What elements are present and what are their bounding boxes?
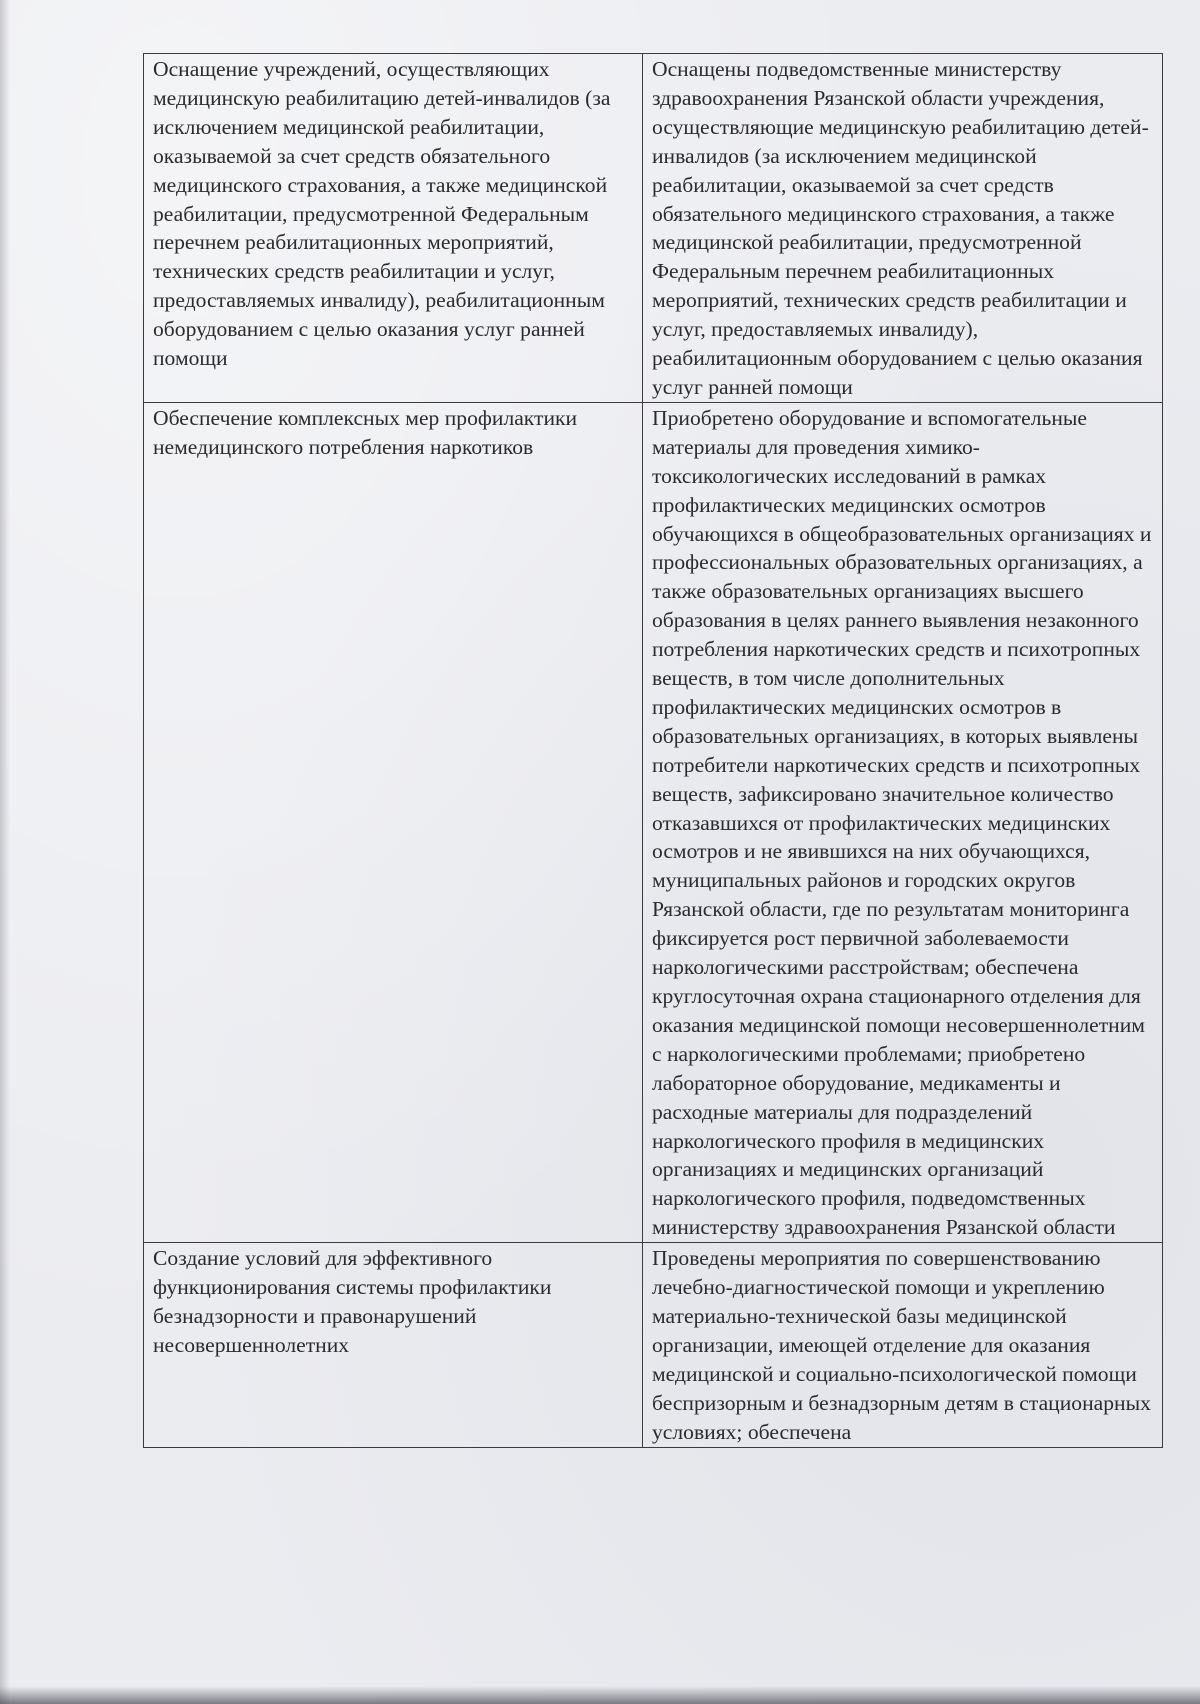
table-row (144, 54, 1163, 403)
scan-edge-shadow (0, 0, 10, 1704)
measure-cell: Создание условий для эффективного функционирования системы профилактики безнадзорности и правонарушений несовершеннолетних (144, 1243, 643, 1447)
document-page (143, 53, 1152, 1448)
result-cell: Проведены мероприятия по совершенствованию лечебно-диагностической помощи и укреплению материально-технической базы медицинской организации, имеющей отделение для оказания медицинской и социально-психологической помощи беспризорным и безнадзорным детям в стационарных условиях; обеспечена (643, 1243, 1163, 1447)
scan-bottom-edge (0, 1686, 1200, 1704)
table-row (144, 1243, 1163, 1447)
measures-table (143, 53, 1163, 1448)
result-cell: Приобретено оборудование и вспомогательные материалы для проведения химико-токсикологических исследований в рамках профилактических медицинских осмотров обучающихся в общеобразовательных организациях и профессиональных образовательных организациях, а также образовательных организациях высшего образования в целях раннего выявления незаконного потребления наркотических средств и психотропных веществ, в том числе дополнительных профилактических медицинских осмотров в образовательных организациях, в которых выявлены потребители наркотических средств и психотропных веществ, зафиксировано значительное количество отказавшихся от профилактических медицинских осмотров и не явившихся на них обучающихся, муниципальных районов и городских округов Рязанской области, где по результатам мониторинга фиксируется рост первичной заболеваемости наркологическими расстройствам; обеспечена круглосуточная охрана стационарного отделения для оказания медицинской помощи несовершеннолетним с наркологическими проблемами; приобретено лабораторное оборудование, медикаменты и расходные материалы для подразделений наркологического профиля в медицинских организациях и медицинских организаций наркологического профиля, подведомственных министерству здравоохранения Рязанской области (643, 402, 1163, 1242)
result-cell: Оснащены подведомственные министерству здравоохранения Рязанской области учреждения, осуществляющие медицинскую реабилитацию детей-инвалидов (за исключением медицинской реабилитации, оказываемой за счет средств обязательного медицинского страхования, а также медицинской реабилитации, предусмотренной Федеральным перечнем реабилитационных мероприятий, технических средств реабилитации и услуг, предоставляемых инвалиду), реабилитационным оборудованием с целью оказания услуг ранней помощи (643, 54, 1163, 403)
measure-cell: Оснащение учреждений, осуществляющих медицинскую реабилитацию детей-инвалидов (за исключением медицинской реабилитации, оказываемой за счет средств обязательного медицинского страхования, а также медицинской реабилитации, предусмотренной Федеральным перечнем реабилитационных мероприятий, технических средств реабилитации и услуг, предоставляемых инвалиду), реабилитационным оборудованием с целью оказания услуг ранней помощи (144, 54, 643, 403)
table-row (144, 402, 1163, 1242)
measure-cell: Обеспечение комплексных мер профилактики немедицинского потребления наркотиков (144, 402, 643, 1242)
